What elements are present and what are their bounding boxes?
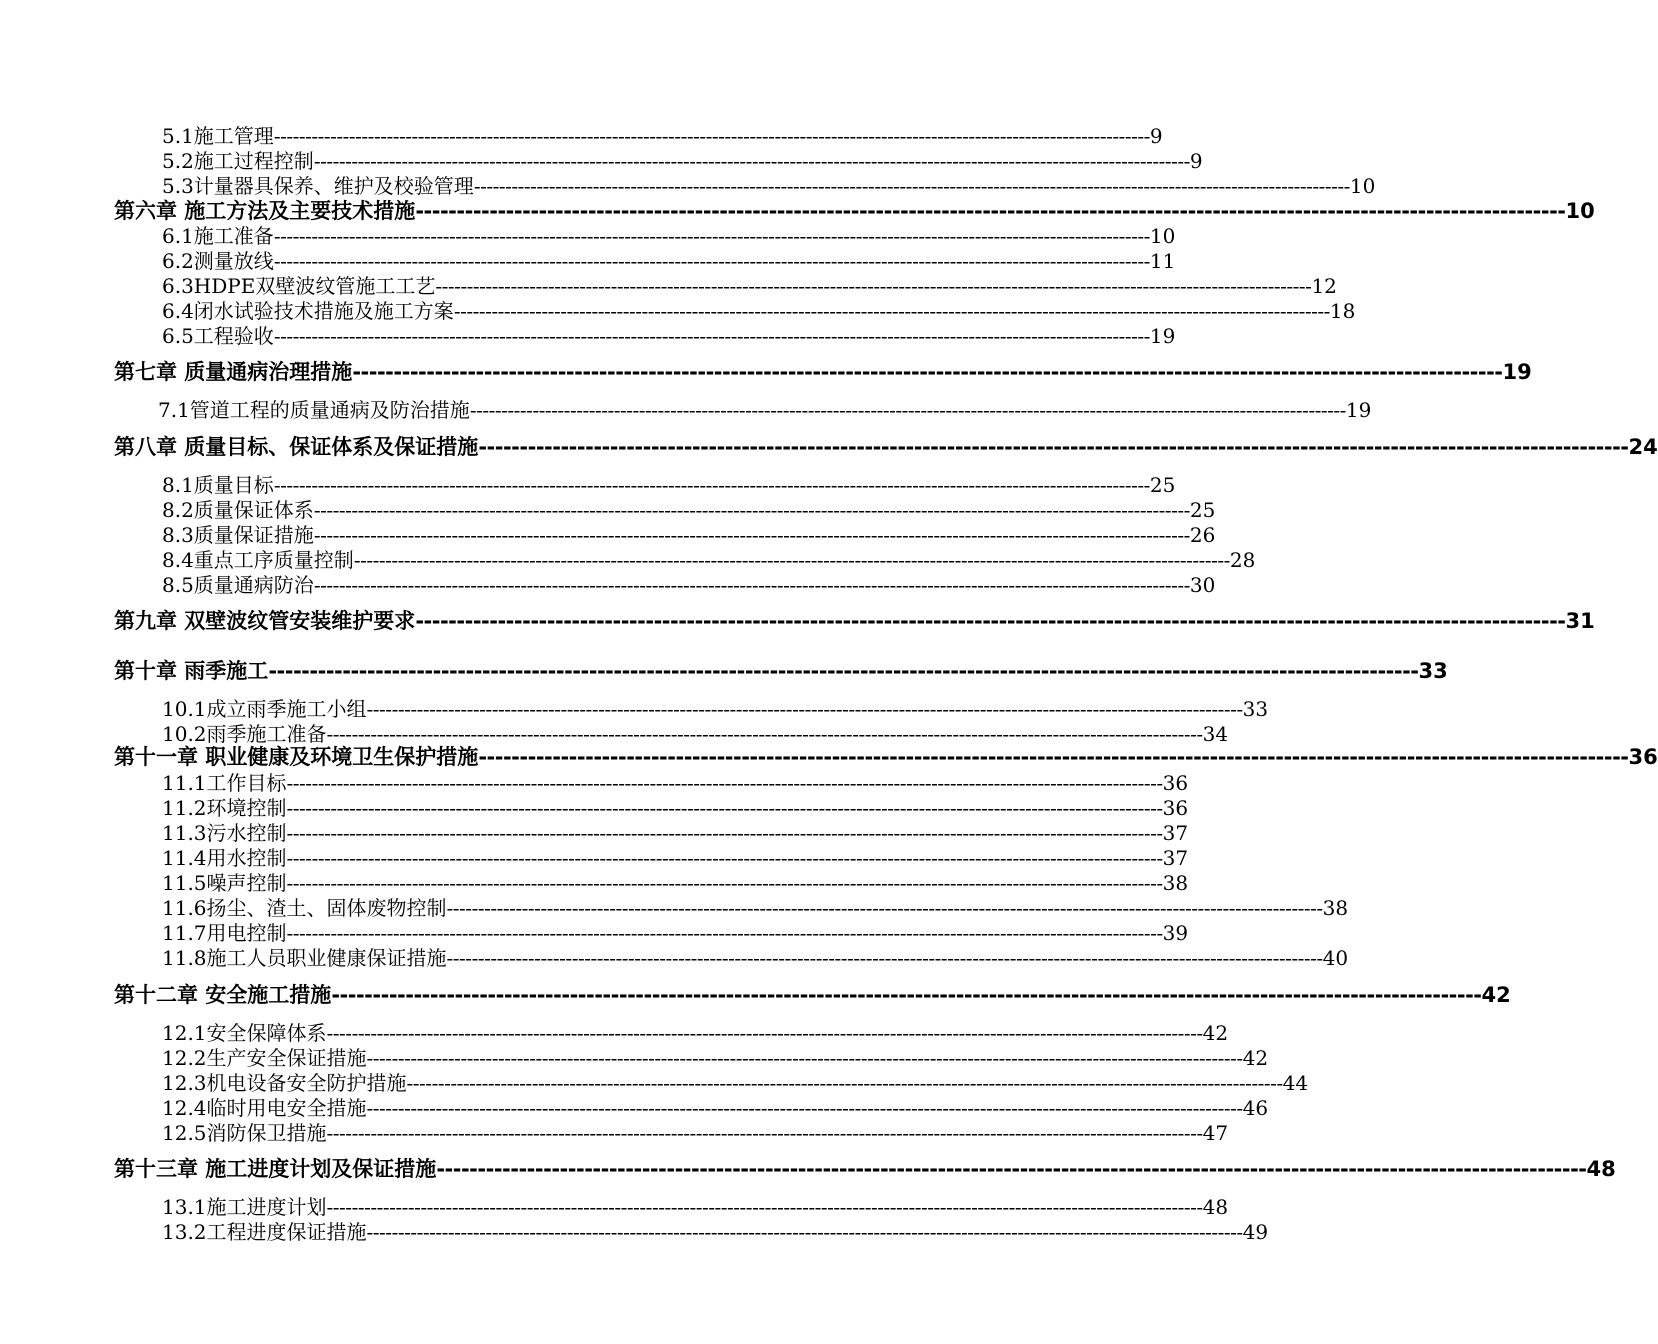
toc-leader: -------------------------------------------------------------------------------------------------------------------------------------------- [273,249,1150,273]
toc-page-number: 48 [1202,1195,1229,1219]
toc-entry-label: 7.1管道工程的质量通病及防治措施 [158,398,470,422]
toc-entry-label: 6.4闭水试验技术措施及施工方案 [162,299,454,323]
toc-entry-label: 10.2雨季施工准备 [162,722,327,746]
toc-leader: -------------------------------------------------------------------------------------------------------------------------------------------- [415,199,1566,223]
toc-leader: -------------------------------------------------------------------------------------------------------------------------------------------- [366,697,1243,721]
toc-page-number: 18 [1329,299,1356,323]
toc-leader: -------------------------------------------------------------------------------------------------------------------------------------------- [366,1046,1243,1070]
toc-page-number: 37 [1162,821,1189,845]
toc-leader: -------------------------------------------------------------------------------------------------------------------------------------------- [435,274,1312,298]
toc-page-number: 34 [1202,722,1229,746]
toc-entry-label: 12.2生产安全保证措施 [162,1046,367,1070]
toc-leader: -------------------------------------------------------------------------------------------------------------------------------------------- [478,435,1629,459]
toc-leader: -------------------------------------------------------------------------------------------------------------------------------------------- [366,1220,1243,1244]
toc-entry-label: 8.5质量通病防治 [162,573,314,597]
toc-page-number: 36 [1162,771,1189,795]
toc-entry-10-1 [162,697,1269,721]
toc-page-number: 10 [1149,224,1176,248]
toc-entry-11-1 [162,771,1189,795]
toc-entry-label: 11.5噪声控制 [162,871,287,895]
toc-entry-6-5 [162,324,1176,348]
toc-leader: -------------------------------------------------------------------------------------------------------------------------------------------- [313,573,1190,597]
toc-entry-11-3 [162,821,1189,845]
toc-entry-label: 12.3机电设备安全防护措施 [162,1071,407,1095]
toc-entry-label: 12.1安全保障体系 [162,1021,327,1045]
toc-entry-6-1 [162,224,1176,248]
toc-leader: -------------------------------------------------------------------------------------------------------------------------------------------- [453,299,1330,323]
toc-leader: -------------------------------------------------------------------------------------------------------------------------------------------- [273,473,1150,497]
toc-chapter-label: 第六章 施工方法及主要技术措施 [114,199,416,223]
toc-entry-label: 13.1施工进度计划 [162,1195,327,1219]
toc-entry-label: 6.2测量放线 [162,249,274,273]
toc-page-number: 46 [1242,1096,1269,1120]
toc-entry-11-4 [162,846,1189,870]
toc-entry-label: 5.3计量器具保养、维护及校验管理 [162,174,474,198]
toc-leader: -------------------------------------------------------------------------------------------------------------------------------------------- [273,224,1150,248]
toc-page-number: 40 [1322,946,1349,970]
toc-page-number: 33 [1242,697,1269,721]
toc-entry-13-2 [162,1220,1269,1244]
toc-page-number: 38 [1322,896,1349,920]
toc-entry-6-3 [162,274,1337,298]
toc-leader: -------------------------------------------------------------------------------------------------------------------------------------------- [286,796,1163,820]
toc-entry-5-3 [162,174,1376,198]
toc-entry-label: 10.1成立雨季施工小组 [162,697,367,721]
toc-leader: -------------------------------------------------------------------------------------------------------------------------------------------- [273,124,1150,148]
toc-entry-6-4 [162,299,1356,323]
toc-chapter-label: 第九章 双壁波纹管安装维护要求 [114,609,416,633]
toc-entry-8-5 [162,573,1216,597]
toc-leader: -------------------------------------------------------------------------------------------------------------------------------------------- [446,946,1323,970]
toc-entry-6-2 [162,249,1176,273]
toc-chapter-6 [114,198,1595,224]
toc-page-number: 42 [1481,983,1511,1007]
toc-entry-label: 11.7用电控制 [162,921,287,945]
toc-leader: -------------------------------------------------------------------------------------------------------------------------------------------- [286,821,1163,845]
toc-entry-label: 11.8施工人员职业健康保证措施 [162,946,447,970]
toc-entry-10-2 [162,722,1229,746]
toc-entry-12-5 [162,1121,1229,1145]
toc-page-number: 42 [1202,1021,1229,1045]
toc-entry-11-8 [162,946,1349,970]
toc-chapter-8 [114,434,1658,460]
toc-chapter-10 [114,658,1448,684]
toc-entry-label: 11.1工作目标 [162,771,287,795]
toc-page-number: 42 [1242,1046,1269,1070]
toc-entry-label: 12.4临时用电安全措施 [162,1096,367,1120]
toc-chapter-7 [114,359,1532,385]
toc-chapter-9 [114,608,1595,634]
toc-entry-label: 13.2工程进度保证措施 [162,1220,367,1244]
toc-leader: -------------------------------------------------------------------------------------------------------------------------------------------- [313,149,1190,173]
toc-entry-11-6 [162,896,1349,920]
toc-chapter-label: 第十一章 职业健康及环境卫生保护措施 [114,745,479,769]
toc-leader: -------------------------------------------------------------------------------------------------------------------------------------------- [446,896,1323,920]
toc-entry-label: 8.1质量目标 [162,473,274,497]
toc-leader: -------------------------------------------------------------------------------------------------------------------------------------------- [313,498,1190,522]
toc-chapter-12 [114,982,1511,1008]
toc-page-number: 19 [1149,324,1176,348]
toc-entry-11-2 [162,796,1189,820]
toc-entry-label: 8.4重点工序质量控制 [162,548,354,572]
toc-page-number: 30 [1189,573,1216,597]
toc-page-number: 11 [1149,249,1176,273]
toc-page-number: 49 [1242,1220,1269,1244]
toc-leader: -------------------------------------------------------------------------------------------------------------------------------------------- [286,921,1163,945]
toc-entry-8-3 [162,523,1216,547]
toc-leader: -------------------------------------------------------------------------------------------------------------------------------------------- [268,659,1419,683]
toc-leader: -------------------------------------------------------------------------------------------------------------------------------------------- [331,983,1482,1007]
toc-page-number: 31 [1565,609,1595,633]
toc-chapter-label: 第七章 质量通病治理措施 [114,360,353,384]
toc-entry-label: 11.2环境控制 [162,796,287,820]
toc-entry-8-1 [162,473,1176,497]
toc-leader: -------------------------------------------------------------------------------------------------------------------------------------------- [273,324,1150,348]
toc-entry-5-1 [162,124,1163,148]
toc-entry-12-4 [162,1096,1269,1120]
toc-leader: -------------------------------------------------------------------------------------------------------------------------------------------- [469,398,1346,422]
toc-chapter-11 [114,744,1658,770]
toc-entry-13-1 [162,1195,1229,1219]
toc-chapter-label: 第十二章 安全施工措施 [114,983,332,1007]
toc-entry-11-7 [162,921,1189,945]
toc-entry-label: 11.6扬尘、渣土、固体废物控制 [162,896,447,920]
toc-page-number: 19 [1502,360,1532,384]
toc-leader: -------------------------------------------------------------------------------------------------------------------------------------------- [286,771,1163,795]
toc-page-number: 9 [1189,149,1203,173]
toc-leader: -------------------------------------------------------------------------------------------------------------------------------------------- [286,871,1163,895]
toc-entry-5-2 [162,149,1203,173]
toc-leader: -------------------------------------------------------------------------------------------------------------------------------------------- [326,1121,1203,1145]
toc-page-number: 26 [1189,523,1216,547]
toc-chapter-13 [114,1156,1616,1182]
toc-page-number: 19 [1345,398,1372,422]
toc-entry-8-4 [162,548,1256,572]
toc-page-number: 48 [1586,1157,1616,1181]
toc-chapter-label: 第十章 雨季施工 [114,659,269,683]
toc-entry-8-2 [162,498,1216,522]
toc-leader: -------------------------------------------------------------------------------------------------------------------------------------------- [352,360,1503,384]
toc-entry-label: 11.4用水控制 [162,846,287,870]
toc-entry-label: 5.2施工过程控制 [162,149,314,173]
toc-page-number: 12 [1311,274,1337,298]
toc-page-number: 25 [1149,473,1176,497]
toc-entry-label: 5.1施工管理 [162,124,274,148]
toc-page-number: 47 [1202,1121,1229,1145]
toc-leader: -------------------------------------------------------------------------------------------------------------------------------------------- [436,1157,1587,1181]
toc-page-number: 10 [1565,199,1595,223]
toc-entry-label: 11.3污水控制 [162,821,287,845]
toc-entry-label: 12.5消防保卫措施 [162,1121,327,1145]
toc-entry-label: 8.2质量保证体系 [162,498,314,522]
toc-page-number: 44 [1282,1071,1309,1095]
toc-page-number: 10 [1349,174,1376,198]
toc-entry-12-1 [162,1021,1229,1045]
toc-page-number: 39 [1162,921,1189,945]
toc-leader: -------------------------------------------------------------------------------------------------------------------------------------------- [326,1021,1203,1045]
toc-leader: -------------------------------------------------------------------------------------------------------------------------------------------- [353,548,1230,572]
toc-leader: -------------------------------------------------------------------------------------------------------------------------------------------- [326,722,1203,746]
toc-page-number: 38 [1162,871,1189,895]
toc-entry-label: 6.5工程验收 [162,324,274,348]
toc-page-number: 37 [1162,846,1189,870]
toc-page-number: 28 [1229,548,1256,572]
toc-entry-label: 6.1施工准备 [162,224,274,248]
toc-chapter-label: 第八章 质量目标、保证体系及保证措施 [114,435,479,459]
toc-leader: -------------------------------------------------------------------------------------------------------------------------------------------- [313,523,1190,547]
toc-leader: -------------------------------------------------------------------------------------------------------------------------------------------- [415,609,1566,633]
toc-chapter-label: 第十三章 施工进度计划及保证措施 [114,1157,437,1181]
toc-entry-12-3 [162,1071,1309,1095]
toc-entry-label: 6.3HDPE双壁波纹管施工工艺 [162,274,436,298]
toc-leader: -------------------------------------------------------------------------------------------------------------------------------------------- [478,745,1629,769]
toc-entry-7-1 [158,398,1372,422]
toc-leader: -------------------------------------------------------------------------------------------------------------------------------------------- [286,846,1163,870]
toc-page-number: 9 [1149,124,1163,148]
toc-entry-12-2 [162,1046,1269,1070]
toc-page-number: 36 [1162,796,1189,820]
toc-leader: -------------------------------------------------------------------------------------------------------------------------------------------- [473,174,1350,198]
toc-page-number: 36 [1628,745,1658,769]
toc-page-number: 25 [1189,498,1216,522]
toc-page-number: 33 [1418,659,1448,683]
toc-leader: -------------------------------------------------------------------------------------------------------------------------------------------- [366,1096,1243,1120]
toc-leader: -------------------------------------------------------------------------------------------------------------------------------------------- [326,1195,1203,1219]
toc-page-number: 24 [1628,435,1658,459]
toc-entry-11-5 [162,871,1189,895]
toc-leader: -------------------------------------------------------------------------------------------------------------------------------------------- [406,1071,1283,1095]
toc-entry-label: 8.3质量保证措施 [162,523,314,547]
